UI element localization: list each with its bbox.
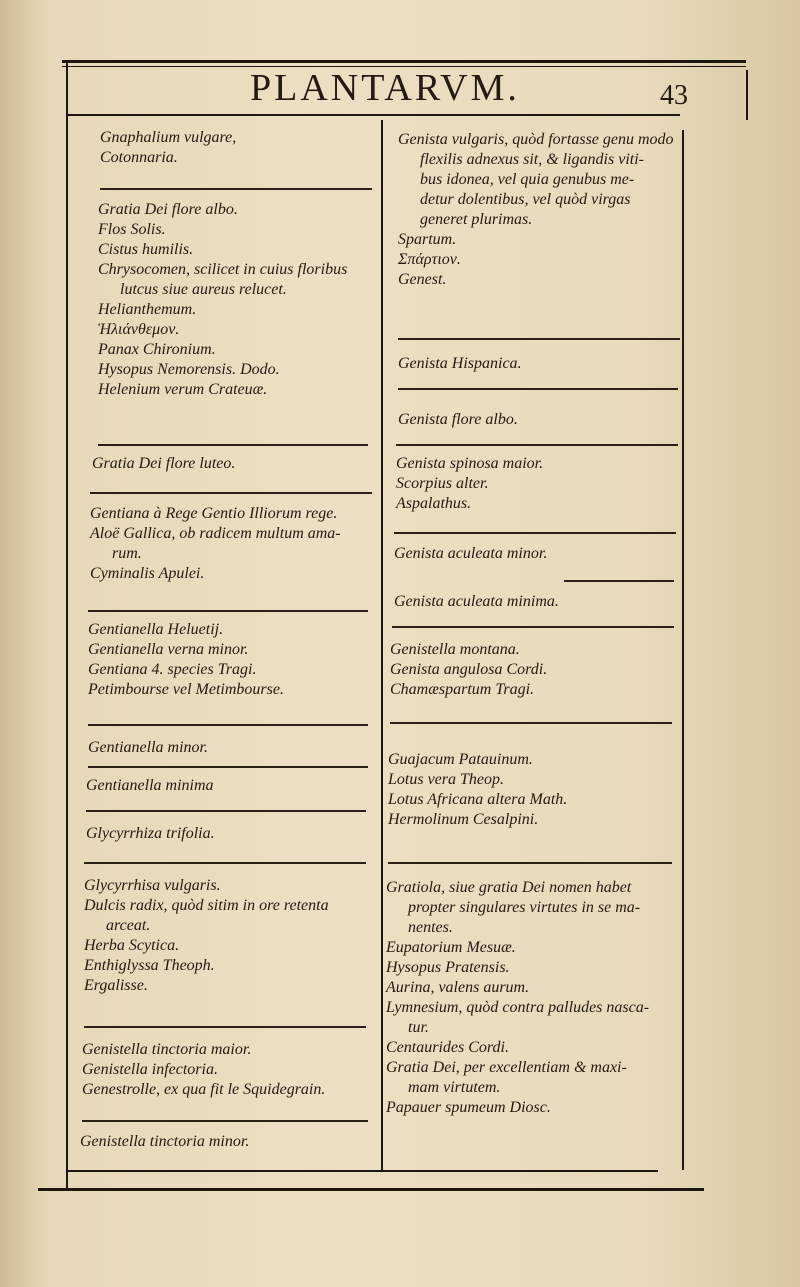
entry-guajacum bbox=[388, 750, 567, 830]
text-line: Aloë Gallica, ob radicem multum ama- bbox=[90, 525, 341, 542]
text-line: Cistus humilis. bbox=[98, 241, 194, 258]
entry-gratia-dei-luteo bbox=[92, 454, 235, 474]
text-line: Scorpius alter. bbox=[396, 475, 489, 492]
text-line: Genista angulosa Cordi. bbox=[390, 661, 548, 678]
text-line: arceat. bbox=[106, 917, 151, 934]
entry-glycyrrhiza-trifolia bbox=[86, 824, 215, 844]
header-underline bbox=[68, 114, 680, 116]
text-line: Hysopus Nemorensis. Dodo. bbox=[98, 361, 280, 378]
text-line: Gentiana à Rege Gentio Illiorum rege. bbox=[90, 505, 338, 522]
separator bbox=[398, 388, 678, 390]
text-line: lutcus siue aureus relucet. bbox=[120, 281, 287, 298]
text-line: Hermolinum Cesalpini. bbox=[388, 811, 539, 828]
text-line: Spartum. bbox=[398, 231, 457, 248]
text-line: Flos Solis. bbox=[98, 221, 166, 238]
text-line: Centaurides Cordi. bbox=[386, 1039, 509, 1056]
text-line: generet plurimas. bbox=[420, 211, 533, 228]
text-line: propter singulares virtutes in se ma- bbox=[408, 899, 641, 916]
text-line: mam virtutem. bbox=[408, 1079, 501, 1096]
text-line: Lotus vera Theop. bbox=[388, 771, 504, 788]
entry-glycyrrhisa-vulgaris bbox=[84, 876, 329, 996]
separator bbox=[390, 722, 672, 724]
separator bbox=[88, 766, 368, 768]
entry-gentianella-heluetij bbox=[88, 620, 284, 700]
footer-rule-outer bbox=[38, 1188, 704, 1191]
text-line: Glycyrrhiza trifolia. bbox=[86, 825, 215, 842]
separator bbox=[84, 1026, 366, 1028]
text-line: Herba Scytica. bbox=[84, 937, 180, 954]
footer-rule bbox=[68, 1170, 658, 1172]
text-line: Guajacum Patauinum. bbox=[388, 751, 533, 768]
text-line: Genista aculeata minor. bbox=[394, 545, 548, 562]
text-line: Genistella montana. bbox=[390, 641, 520, 658]
entry-genistella-tinctoria-minor bbox=[80, 1132, 249, 1152]
page-title: PLANTARVM. bbox=[250, 67, 520, 109]
text-line: rum. bbox=[112, 545, 142, 562]
text-line: detur dolentibus, vel quòd virgas bbox=[420, 191, 631, 208]
text-line: Gratia Dei flore albo. bbox=[98, 201, 238, 218]
text-line: Glycyrrhisa vulgaris. bbox=[84, 877, 221, 894]
separator bbox=[398, 338, 680, 340]
separator bbox=[392, 626, 674, 628]
text-line: Genista aculeata minima. bbox=[394, 593, 559, 610]
entry-gnaphalium bbox=[100, 128, 236, 168]
text-line: Chamæspartum Tragi. bbox=[390, 681, 535, 698]
entry-genista-vulgaris bbox=[398, 130, 674, 290]
entry-gratia-dei-albo bbox=[98, 200, 347, 400]
separator bbox=[88, 610, 368, 612]
text-line: Gratiola, siue gratia Dei nomen habet bbox=[386, 879, 632, 896]
text-line: Ἡλιάνθεμον. bbox=[98, 321, 180, 338]
text-line: Chrysocomen, scilicet in cuius floribus bbox=[98, 261, 348, 278]
entry-genista-aculeata-minima bbox=[394, 592, 559, 612]
text-line: Cotonnaria. bbox=[100, 149, 178, 166]
text-line: Panax Chironium. bbox=[98, 341, 216, 358]
frame-left bbox=[66, 60, 68, 1190]
text-line: Gnaphalium vulgare, bbox=[100, 129, 237, 146]
entry-gratiola bbox=[386, 878, 649, 1118]
separator bbox=[90, 492, 372, 494]
entry-genistella-montana bbox=[390, 640, 547, 700]
frame-right bbox=[746, 70, 748, 120]
text-line: Gentianella verna minor. bbox=[88, 641, 249, 658]
text-line: tur. bbox=[408, 1019, 429, 1036]
entry-genista-flore-albo bbox=[398, 410, 518, 430]
text-line: Helianthemum. bbox=[98, 301, 197, 318]
text-line: Σπάρτιον. bbox=[398, 251, 461, 268]
separator bbox=[88, 724, 368, 726]
text-line: Genest. bbox=[398, 271, 447, 288]
text-line: bus idonea, vel quia genubus me- bbox=[420, 171, 635, 188]
text-line: Genestrolle, ex qua fit le Squidegrain. bbox=[82, 1081, 326, 1098]
page-number: 43 bbox=[660, 80, 688, 111]
entry-gentiana bbox=[90, 504, 341, 584]
text-line: Aurina, valens aurum. bbox=[386, 979, 530, 996]
text-line: nentes. bbox=[408, 919, 453, 936]
entry-genistella-tinctoria bbox=[82, 1040, 325, 1100]
text-line: Genista vulgaris, quòd fortasse genu modo bbox=[398, 131, 674, 148]
text-line: Helenium verum Crateuæ. bbox=[98, 381, 268, 398]
text-line: Genista Hispanica. bbox=[398, 355, 522, 372]
text-line: Hysopus Pratensis. bbox=[386, 959, 510, 976]
text-line: Gentianella Heluetij. bbox=[88, 621, 224, 638]
text-line: Aspalathus. bbox=[396, 495, 472, 512]
entry-gentianella-minima bbox=[86, 776, 214, 796]
text-line: Gratia Dei flore luteo. bbox=[92, 455, 236, 472]
header-rule-top bbox=[62, 60, 746, 63]
text-line: Genista spinosa maior. bbox=[396, 455, 544, 472]
entry-genista-hispanica bbox=[398, 354, 522, 374]
text-line: Eupatorium Mesuæ. bbox=[386, 939, 516, 956]
text-line: Gentianella minor. bbox=[88, 739, 208, 756]
text-line: Genistella tinctoria minor. bbox=[80, 1133, 250, 1150]
column-divider bbox=[381, 120, 383, 1172]
text-line: Cyminalis Apulei. bbox=[90, 565, 205, 582]
entry-gentianella-minor bbox=[88, 738, 208, 758]
text-line: Dulcis radix, quòd sitim in ore retenta bbox=[84, 897, 329, 914]
text-line: Papauer spumeum Diosc. bbox=[386, 1099, 551, 1116]
separator bbox=[388, 862, 672, 864]
separator bbox=[84, 862, 366, 864]
text-line: Gentianella minima bbox=[86, 777, 214, 794]
text-line: Genista flore albo. bbox=[398, 411, 518, 428]
text-line: Genistella tinctoria maior. bbox=[82, 1041, 252, 1058]
text-line: Lymnesium, quòd contra palludes nasca- bbox=[386, 999, 650, 1016]
text-line: Gentiana 4. species Tragi. bbox=[88, 661, 257, 678]
text-line: flexilis adnexus sit, & ligandis viti- bbox=[420, 151, 644, 168]
frame-right-inner bbox=[682, 130, 684, 1170]
separator bbox=[396, 444, 678, 446]
text-line: Enthiglyssa Theoph. bbox=[84, 957, 215, 974]
separator bbox=[82, 1120, 368, 1122]
text-line: Petimbourse vel Metimbourse. bbox=[88, 681, 284, 698]
separator bbox=[394, 532, 676, 534]
text-line: Ergalisse. bbox=[84, 977, 148, 994]
separator bbox=[100, 188, 372, 190]
separator bbox=[98, 444, 368, 446]
entry-genista-spinosa bbox=[396, 454, 543, 514]
text-line: Genistella infectoria. bbox=[82, 1061, 218, 1078]
separator bbox=[86, 810, 366, 812]
text-line: Gratia Dei, per excellentiam & maxi- bbox=[386, 1059, 627, 1076]
separator bbox=[564, 580, 674, 582]
entry-genista-aculeata-minor bbox=[394, 544, 547, 564]
text-line: Lotus Africana altera Math. bbox=[388, 791, 568, 808]
